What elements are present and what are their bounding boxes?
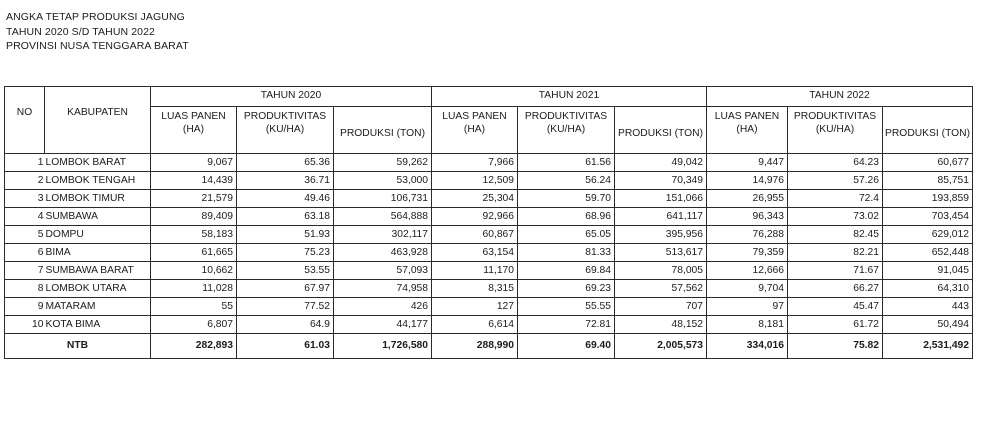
row-value: 61.72 [788,316,883,334]
row-value: 12,666 [707,262,788,280]
row-value: 36.71 [237,172,334,190]
row-value: 513,617 [615,244,707,262]
header-luas-panen [432,107,518,154]
header-produktivitas-line: PRODUKTIVITAS [524,111,608,122]
row-value: 51.93 [237,226,334,244]
row-value: 82.21 [788,244,883,262]
row-kabupaten: LOMBOK TIMUR [45,190,151,208]
row-number: 4 [5,208,45,226]
header-produksi: PRODUKSI (TON) [883,107,973,154]
row-value: 11,170 [432,262,518,280]
row-value: 66.27 [788,280,883,298]
row-value: 65.05 [518,226,615,244]
total-value: 334,016 [707,334,788,359]
row-value: 564,888 [334,208,432,226]
row-value: 53,000 [334,172,432,190]
row-number: 8 [5,280,45,298]
header-luas-panen-line: LUAS PANEN [714,111,780,122]
header-kabupaten: KABUPATEN [45,87,151,154]
row-value: 61,665 [151,244,237,262]
row-number: 7 [5,262,45,280]
total-value: 288,990 [432,334,518,359]
total-value: 61.03 [237,334,334,359]
row-value: 72.4 [788,190,883,208]
row-value: 14,439 [151,172,237,190]
table-row [5,190,973,208]
row-value: 69.84 [518,262,615,280]
row-value: 49,042 [615,154,707,172]
row-value: 71.67 [788,262,883,280]
row-value: 25,304 [432,190,518,208]
table-row [5,208,973,226]
row-value: 55 [151,298,237,316]
row-value: 21,579 [151,190,237,208]
row-value: 58,183 [151,226,237,244]
row-kabupaten: KOTA BIMA [45,316,151,334]
header-luas-panen-line: LUAS PANEN [442,111,507,122]
row-value: 302,117 [334,226,432,244]
row-value: 91,045 [883,262,973,280]
row-value: 64.23 [788,154,883,172]
table-row [5,298,973,316]
row-value: 68.96 [518,208,615,226]
table-row [5,244,973,262]
header-produktivitas-line: (KU/HA) [265,123,305,135]
row-value: 463,928 [334,244,432,262]
row-value: 45.47 [788,298,883,316]
row-number: 5 [5,226,45,244]
title-line-1: ANGKA TETAP PRODUKSI JAGUNG [6,11,185,23]
header-produksi: PRODUKSI (TON) [615,107,707,154]
header-year-2022: TAHUN 2022 [707,87,973,107]
row-value: 7,966 [432,154,518,172]
table-row [5,172,973,190]
row-kabupaten: LOMBOK BARAT [45,154,151,172]
row-value: 60,677 [883,154,973,172]
row-value: 48,152 [615,316,707,334]
row-value: 8,315 [432,280,518,298]
total-value: 282,893 [151,334,237,359]
row-value: 703,454 [883,208,973,226]
row-value: 81.33 [518,244,615,262]
row-value: 59,262 [334,154,432,172]
row-value: 6,807 [151,316,237,334]
row-value: 63,154 [432,244,518,262]
row-kabupaten: BIMA [45,244,151,262]
row-number: 10 [5,316,45,334]
row-number: 6 [5,244,45,262]
row-value: 9,704 [707,280,788,298]
row-value: 74,958 [334,280,432,298]
row-value: 60,867 [432,226,518,244]
row-value: 70,349 [615,172,707,190]
header-produktivitas [788,107,883,154]
row-value: 106,731 [334,190,432,208]
row-number: 1 [5,154,45,172]
row-value: 75.23 [237,244,334,262]
row-value: 65.36 [237,154,334,172]
table-row [5,316,973,334]
row-value: 57.26 [788,172,883,190]
row-value: 92,966 [432,208,518,226]
row-value: 641,117 [615,208,707,226]
table-row [5,154,973,172]
row-value: 55.55 [518,298,615,316]
sub-header-row [5,107,973,154]
row-value: 57,562 [615,280,707,298]
row-value: 69.23 [518,280,615,298]
header-luas-panen-line: (HA) [736,123,758,135]
total-value: 75.82 [788,334,883,359]
row-value: 127 [432,298,518,316]
header-luas-panen-line: LUAS PANEN [161,111,226,122]
row-number: 2 [5,172,45,190]
row-value: 59.70 [518,190,615,208]
row-value: 79,359 [707,244,788,262]
row-value: 73.02 [788,208,883,226]
row-kabupaten: LOMBOK TENGAH [45,172,151,190]
row-value: 707 [615,298,707,316]
row-value: 64.9 [237,316,334,334]
row-number: 9 [5,298,45,316]
row-value: 14,976 [707,172,788,190]
document-title [6,10,189,54]
total-value: 2,005,573 [615,334,707,359]
header-produktivitas-line: (KU/HA) [815,123,855,135]
row-value: 12,509 [432,172,518,190]
row-value: 53.55 [237,262,334,280]
row-value: 443 [883,298,973,316]
row-value: 49.46 [237,190,334,208]
header-year-2020: TAHUN 2020 [151,87,432,107]
row-value: 50,494 [883,316,973,334]
row-value: 89,409 [151,208,237,226]
row-value: 85,751 [883,172,973,190]
row-value: 9,067 [151,154,237,172]
row-value: 629,012 [883,226,973,244]
row-value: 96,343 [707,208,788,226]
row-value: 64,310 [883,280,973,298]
header-produktivitas [237,107,334,154]
header-year-2021: TAHUN 2021 [432,87,707,107]
table-row [5,262,973,280]
row-value: 44,177 [334,316,432,334]
header-produktivitas-line: PRODUKTIVITAS [793,111,877,122]
row-value: 10,662 [151,262,237,280]
row-value: 67.97 [237,280,334,298]
row-value: 151,066 [615,190,707,208]
total-value: 2,531,492 [883,334,973,359]
total-value: 1,726,580 [334,334,432,359]
title-line-2: TAHUN 2020 S/D TAHUN 2022 [6,25,155,38]
row-value: 76,288 [707,226,788,244]
row-value: 82.45 [788,226,883,244]
row-value: 6,614 [432,316,518,334]
total-label: NTB [5,334,151,359]
row-value: 61.56 [518,154,615,172]
row-value: 56.24 [518,172,615,190]
row-kabupaten: SUMBAWA [45,208,151,226]
table-row [5,226,973,244]
table-body [5,154,973,359]
header-luas-panen-line: (HA) [463,123,486,135]
row-value: 652,448 [883,244,973,262]
row-kabupaten: DOMPU [45,226,151,244]
row-value: 72.81 [518,316,615,334]
row-kabupaten: LOMBOK UTARA [45,280,151,298]
row-value: 9,447 [707,154,788,172]
row-value: 57,093 [334,262,432,280]
row-value: 395,956 [615,226,707,244]
row-value: 193,859 [883,190,973,208]
header-luas-panen [151,107,237,154]
total-row [5,334,973,359]
row-value: 97 [707,298,788,316]
row-value: 11,028 [151,280,237,298]
table-row [5,280,973,298]
header-produktivitas-line: (KU/HA) [546,123,586,135]
header-luas-panen-line: (HA) [182,123,205,135]
row-kabupaten: MATARAM [45,298,151,316]
row-value: 63.18 [237,208,334,226]
title-line-3: PROVINSI NUSA TENGGARA BARAT [6,40,189,52]
row-value: 8,181 [707,316,788,334]
row-value: 78,005 [615,262,707,280]
total-value: 69.40 [518,334,615,359]
header-produksi: PRODUKSI (TON) [334,107,432,154]
header-produktivitas [518,107,615,154]
row-value: 426 [334,298,432,316]
row-number: 3 [5,190,45,208]
header-luas-panen [707,107,788,154]
row-kabupaten: SUMBAWA BARAT [45,262,151,280]
production-table [4,86,973,359]
row-value: 26,955 [707,190,788,208]
header-no: NO [5,87,45,154]
header-produktivitas-line: PRODUKTIVITAS [243,111,327,122]
row-value: 77.52 [237,298,334,316]
